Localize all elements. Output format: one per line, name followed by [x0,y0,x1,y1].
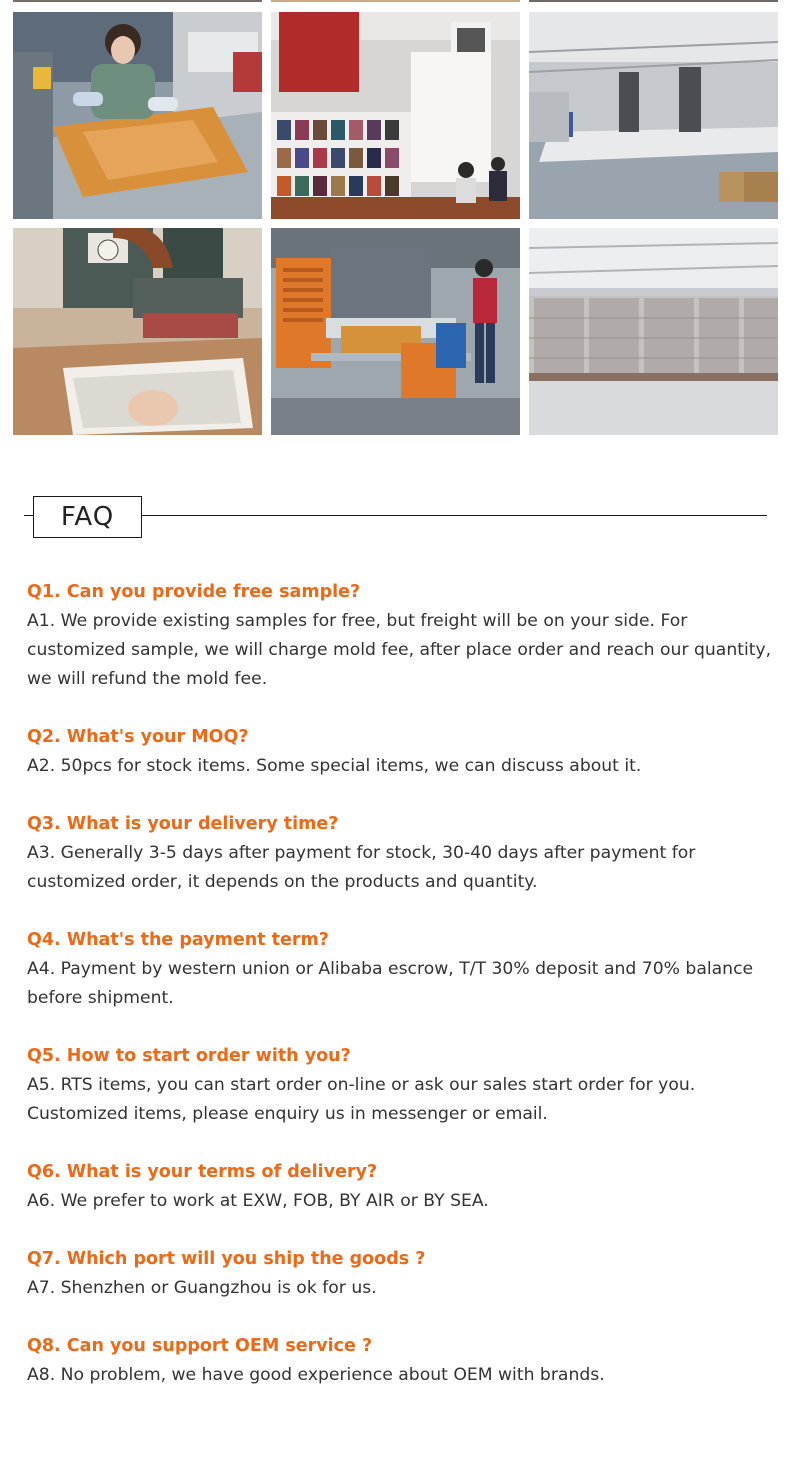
faq-answer: A7. Shenzhen or Guangzhou is ok for us. [27,1278,377,1298]
faq-list [27,578,772,1419]
photo-screen-printing [13,12,262,219]
photo-strip [271,0,520,2]
faq-item [27,1332,772,1390]
factory-photo-grid [0,0,790,440]
photo-welding-machine [271,228,520,435]
faq-answer: A1. We provide existing samples for free, but freight will be on your side. For customized sample, we will charge mold fee, after place order and reach our quantity, we will refund the mold fee. [27,611,772,689]
faq-item [27,1042,772,1129]
faq-question: Q6. What is your terms of delivery? [27,1162,378,1182]
faq-question: Q4. What's the payment term? [27,930,329,950]
faq-answer: A5. RTS items, you can start order on-line or ask our sales start order for you. Customized items, please enquiry us in messenger or email. [27,1075,696,1124]
faq-question: Q3. What is your delivery time? [27,814,339,834]
faq-item [27,1245,772,1303]
photo-warehouse-cartons [529,228,778,435]
photo-hot-press-machine [13,228,262,435]
photo-strip [529,0,778,2]
faq-title: FAQ [33,496,142,538]
photo-exhibition-booth [271,12,520,219]
faq-item [27,810,772,897]
faq-question: Q8. Can you support OEM service ? [27,1336,373,1356]
faq-answer: A4. Payment by western union or Alibaba escrow, T/T 30% deposit and 70% balance before shipment. [27,959,754,1008]
faq-question: Q2. What's your MOQ? [27,727,249,747]
faq-answer: A6. We prefer to work at EXW, FOB, BY AIR or BY SEA. [27,1191,489,1211]
photo-strip [13,0,262,2]
faq-item [27,723,772,781]
faq-question: Q5. How to start order with you? [27,1046,351,1066]
photo-factory-hall [529,12,778,219]
faq-item [27,578,772,694]
faq-answer: A3. Generally 3-5 days after payment for stock, 30-40 days after payment for customized order, it depends on the products and quantity. [27,843,696,892]
faq-item [27,926,772,1013]
faq-question: Q7. Which port will you ship the goods ? [27,1249,426,1269]
faq-answer: A2. 50pcs for stock items. Some special items, we can discuss about it. [27,756,642,776]
faq-question: Q1. Can you provide free sample? [27,582,361,602]
faq-item [27,1158,772,1216]
faq-section-header [24,496,767,538]
faq-answer: A8. No problem, we have good experience about OEM with brands. [27,1365,605,1385]
